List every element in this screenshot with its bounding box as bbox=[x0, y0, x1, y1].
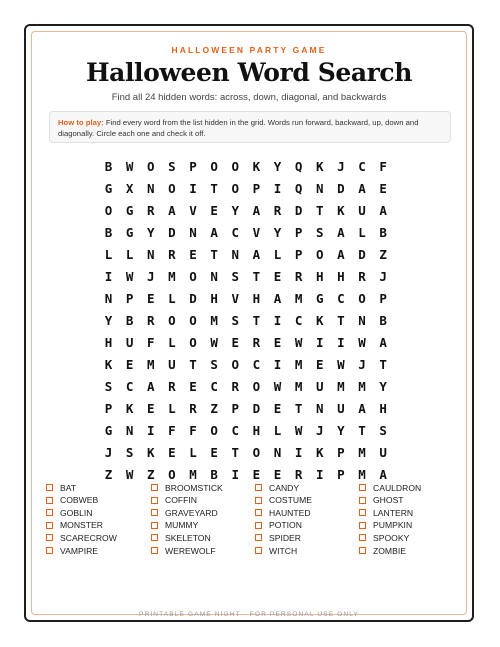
grid-cell[interactable]: L bbox=[168, 334, 176, 350]
grid-cell[interactable]: A bbox=[168, 202, 176, 218]
grid-cell[interactable]: I bbox=[294, 444, 303, 460]
grid-cell[interactable]: T bbox=[252, 268, 261, 284]
grid-cell[interactable]: L bbox=[104, 246, 113, 262]
word-list bbox=[46, 481, 456, 571]
word-label: CANDY bbox=[269, 482, 300, 493]
grid-cell[interactable]: I bbox=[316, 334, 324, 350]
word-list-item[interactable] bbox=[46, 481, 146, 494]
grid-cell[interactable]: N bbox=[189, 224, 197, 240]
grid-cell[interactable]: K bbox=[337, 202, 345, 218]
word-list-item[interactable] bbox=[151, 494, 251, 507]
word-list-item[interactable] bbox=[46, 531, 146, 544]
grid-cell[interactable]: C bbox=[231, 422, 240, 438]
grid-cell[interactable]: L bbox=[358, 224, 366, 240]
grid-cell[interactable]: U bbox=[379, 444, 387, 460]
grid-cell[interactable]: P bbox=[337, 466, 345, 482]
worksheet-frame bbox=[24, 24, 474, 622]
word-label: COSTUME bbox=[269, 495, 312, 506]
grid-cell[interactable]: I bbox=[104, 268, 113, 284]
grid-cell[interactable]: O bbox=[168, 466, 176, 482]
word-label: MONSTER bbox=[60, 520, 103, 531]
instructions-label: How to play: bbox=[58, 118, 104, 127]
grid-cell[interactable]: S bbox=[231, 268, 240, 284]
word-list-item[interactable] bbox=[46, 519, 146, 532]
grid-cell[interactable]: Z bbox=[379, 246, 387, 262]
grid-cell[interactable]: T bbox=[337, 312, 345, 328]
grid-cell[interactable]: S bbox=[210, 356, 218, 372]
checkbox-icon[interactable] bbox=[46, 522, 53, 529]
grid-cell[interactable]: O bbox=[316, 246, 324, 262]
grid-cell[interactable]: E bbox=[168, 444, 176, 460]
grid-cell[interactable]: W bbox=[358, 334, 366, 350]
grid-cell[interactable]: A bbox=[358, 180, 366, 196]
grid-cell[interactable]: R bbox=[231, 378, 240, 394]
checkbox-icon[interactable] bbox=[255, 522, 262, 529]
checkbox-icon[interactable] bbox=[255, 534, 262, 541]
word-list-item[interactable] bbox=[46, 494, 146, 507]
grid-cell[interactable]: R bbox=[273, 202, 282, 218]
grid-cell[interactable]: B bbox=[125, 312, 134, 328]
grid-cell[interactable]: S bbox=[168, 158, 176, 174]
grid-cell[interactable]: O bbox=[231, 158, 240, 174]
instructions-text: Find every word from the list hidden in the grid. Words run forward, backward, up, down and diagonally. Circle each one and check it off. bbox=[58, 118, 419, 138]
grid-cell[interactable]: W bbox=[125, 466, 134, 482]
grid-cell[interactable]: F bbox=[168, 422, 176, 438]
grid-cell[interactable]: J bbox=[104, 444, 113, 460]
grid-cell[interactable]: Y bbox=[379, 378, 387, 394]
grid-cell[interactable]: A bbox=[379, 334, 387, 350]
grid-cell[interactable]: J bbox=[379, 268, 387, 284]
grid-cell[interactable]: M bbox=[294, 290, 303, 306]
grid-cell[interactable]: J bbox=[316, 422, 324, 438]
grid-cell[interactable]: N bbox=[210, 268, 218, 284]
grid-cell[interactable]: A bbox=[379, 466, 387, 482]
grid-cell[interactable]: P bbox=[189, 158, 197, 174]
grid-cell[interactable]: S bbox=[125, 444, 134, 460]
word-list-item[interactable] bbox=[151, 519, 251, 532]
checkbox-icon[interactable] bbox=[46, 484, 53, 491]
grid-cell[interactable]: S bbox=[316, 224, 324, 240]
grid-cell[interactable]: A bbox=[147, 378, 155, 394]
grid-cell[interactable]: K bbox=[316, 312, 324, 328]
grid-cell[interactable]: U bbox=[316, 378, 324, 394]
grid-cell[interactable]: W bbox=[210, 334, 218, 350]
grid-cell[interactable]: J bbox=[337, 158, 345, 174]
word-label: ZOMBIE bbox=[373, 545, 406, 556]
grid-cell[interactable]: S bbox=[104, 378, 113, 394]
grid-cell[interactable]: L bbox=[273, 422, 282, 438]
checkbox-icon[interactable] bbox=[151, 522, 158, 529]
grid-cell[interactable]: U bbox=[358, 202, 366, 218]
grid-cell[interactable]: C bbox=[125, 378, 134, 394]
word-label: LANTERN bbox=[373, 507, 414, 518]
grid-cell[interactable]: R bbox=[252, 334, 261, 350]
grid-cell[interactable]: M bbox=[358, 378, 366, 394]
grid-cell[interactable]: Z bbox=[104, 466, 113, 482]
checkbox-icon[interactable] bbox=[359, 522, 366, 529]
word-label: SCARECROW bbox=[60, 532, 117, 543]
grid-cell[interactable]: A bbox=[379, 202, 387, 218]
checkbox-icon[interactable] bbox=[359, 547, 366, 554]
grid-cell[interactable]: X bbox=[125, 180, 134, 196]
grid-cell[interactable]: C bbox=[210, 378, 218, 394]
word-list-item[interactable] bbox=[359, 494, 459, 507]
checkbox-icon[interactable] bbox=[46, 534, 53, 541]
grid-cell[interactable]: T bbox=[379, 356, 387, 372]
word-label: SKELETON bbox=[165, 532, 211, 543]
grid-cell[interactable]: D bbox=[337, 180, 345, 196]
grid-cell[interactable]: M bbox=[147, 356, 155, 372]
grid-cell[interactable]: G bbox=[316, 290, 324, 306]
grid-cell[interactable]: J bbox=[147, 268, 155, 284]
grid-cell[interactable]: H bbox=[316, 268, 324, 284]
grid-cell[interactable]: Y bbox=[337, 422, 345, 438]
grid-cell[interactable]: A bbox=[210, 224, 218, 240]
grid-cell[interactable]: C bbox=[337, 290, 345, 306]
grid-cell[interactable]: K bbox=[125, 400, 134, 416]
grid-cell[interactable]: E bbox=[189, 378, 197, 394]
grid-cell[interactable]: L bbox=[168, 400, 176, 416]
grid-cell[interactable]: N bbox=[104, 290, 113, 306]
grid-cell[interactable]: R bbox=[294, 268, 303, 284]
word-label: HAUNTED bbox=[269, 507, 311, 518]
grid-cell[interactable]: W bbox=[125, 268, 134, 284]
grid-cell[interactable]: E bbox=[210, 444, 218, 460]
word-label: BROOMSTICK bbox=[165, 482, 223, 493]
grid-cell[interactable]: H bbox=[379, 400, 387, 416]
word-list-item[interactable] bbox=[151, 506, 251, 519]
instructions-box bbox=[49, 111, 451, 143]
word-label: GRAVEYARD bbox=[165, 507, 218, 518]
grid-cell[interactable]: Z bbox=[210, 400, 218, 416]
grid-cell[interactable]: O bbox=[168, 180, 176, 196]
grid-cell[interactable]: U bbox=[168, 356, 176, 372]
grid-cell[interactable]: H bbox=[210, 290, 218, 306]
grid-cell[interactable]: E bbox=[273, 466, 282, 482]
grid-cell[interactable]: N bbox=[125, 422, 134, 438]
grid-cell[interactable]: U bbox=[337, 400, 345, 416]
grid-cell[interactable]: B bbox=[104, 158, 113, 174]
grid-cell[interactable]: A bbox=[337, 224, 345, 240]
checkbox-icon[interactable] bbox=[151, 509, 158, 516]
grid-cell[interactable]: I bbox=[273, 356, 282, 372]
grid-cell[interactable]: F bbox=[379, 158, 387, 174]
grid-cell[interactable]: M bbox=[189, 466, 197, 482]
grid-cell[interactable]: V bbox=[252, 224, 261, 240]
grid-cell[interactable]: W bbox=[294, 334, 303, 350]
grid-cell[interactable]: E bbox=[231, 334, 240, 350]
grid-cell[interactable]: L bbox=[168, 290, 176, 306]
grid-cell[interactable]: T bbox=[189, 356, 197, 372]
grid-cell[interactable]: P bbox=[379, 290, 387, 306]
grid-cell[interactable]: W bbox=[273, 378, 282, 394]
checkbox-icon[interactable] bbox=[151, 497, 158, 504]
grid-cell[interactable]: R bbox=[358, 268, 366, 284]
grid-cell[interactable]: I bbox=[189, 180, 197, 196]
word-list-item[interactable] bbox=[255, 506, 355, 519]
grid-cell[interactable]: H bbox=[337, 268, 345, 284]
grid-cell[interactable]: P bbox=[294, 224, 303, 240]
word-label: MUMMY bbox=[165, 520, 199, 531]
word-list-item[interactable] bbox=[151, 544, 251, 557]
grid-cell[interactable]: Q bbox=[294, 158, 303, 174]
grid-cell[interactable]: M bbox=[294, 378, 303, 394]
grid-cell[interactable]: N bbox=[273, 444, 282, 460]
grid-cell[interactable]: O bbox=[104, 202, 113, 218]
grid-cell[interactable]: O bbox=[189, 268, 197, 284]
grid-cell[interactable]: L bbox=[273, 246, 282, 262]
grid-cell[interactable]: Z bbox=[147, 466, 155, 482]
grid-cell[interactable]: N bbox=[231, 246, 240, 262]
grid-cell[interactable]: L bbox=[125, 246, 134, 262]
word-label: CAULDRON bbox=[373, 482, 422, 493]
word-list-item[interactable] bbox=[46, 544, 146, 557]
grid-cell[interactable]: D bbox=[358, 246, 366, 262]
grid-cell[interactable]: O bbox=[210, 422, 218, 438]
grid-cell[interactable]: W bbox=[125, 158, 134, 174]
grid-cell[interactable]: A bbox=[358, 400, 366, 416]
word-list-item[interactable] bbox=[255, 531, 355, 544]
grid-cell[interactable]: E bbox=[252, 466, 261, 482]
grid-cell[interactable]: H bbox=[104, 334, 113, 350]
word-label: WITCH bbox=[269, 545, 298, 556]
grid-cell[interactable]: I bbox=[273, 312, 282, 328]
grid-cell[interactable]: I bbox=[147, 422, 155, 438]
grid-cell[interactable]: N bbox=[316, 180, 324, 196]
grid-cell[interactable]: V bbox=[189, 202, 197, 218]
word-list-item[interactable] bbox=[359, 506, 459, 519]
checkbox-icon[interactable] bbox=[255, 484, 262, 491]
grid-cell[interactable]: T bbox=[210, 180, 218, 196]
grid-cell[interactable]: Y bbox=[231, 202, 240, 218]
checkbox-icon[interactable] bbox=[151, 534, 158, 541]
grid-cell[interactable]: W bbox=[337, 356, 345, 372]
checkbox-icon[interactable] bbox=[151, 484, 158, 491]
grid-cell[interactable]: E bbox=[273, 334, 282, 350]
grid-cell[interactable]: R bbox=[189, 400, 197, 416]
grid-cell[interactable]: M bbox=[358, 466, 366, 482]
checkbox-icon[interactable] bbox=[255, 509, 262, 516]
checkbox-icon[interactable] bbox=[359, 509, 366, 516]
word-list-item[interactable] bbox=[359, 519, 459, 532]
word-list-item[interactable] bbox=[255, 519, 355, 532]
grid-cell[interactable]: P bbox=[294, 246, 303, 262]
grid-cell[interactable]: P bbox=[337, 444, 345, 460]
grid-cell[interactable]: F bbox=[189, 422, 197, 438]
grid-cell[interactable]: C bbox=[294, 312, 303, 328]
grid-cell[interactable]: A bbox=[337, 246, 345, 262]
checkbox-icon[interactable] bbox=[255, 547, 262, 554]
grid-cell[interactable]: E bbox=[147, 290, 155, 306]
grid-cell[interactable]: O bbox=[231, 356, 240, 372]
grid-cell[interactable]: M bbox=[210, 312, 218, 328]
checkbox-icon[interactable] bbox=[255, 497, 262, 504]
grid-cell[interactable]: O bbox=[189, 312, 197, 328]
grid-cell[interactable]: G bbox=[104, 180, 113, 196]
grid-cell[interactable]: J bbox=[358, 356, 366, 372]
word-label: POTION bbox=[269, 520, 302, 531]
grid-cell[interactable]: C bbox=[252, 356, 261, 372]
page-footer: PRINTABLE GAME NIGHT · FOR PERSONAL USE ONLY bbox=[139, 611, 359, 618]
grid-cell[interactable]: Y bbox=[273, 224, 282, 240]
word-label: BAT bbox=[60, 482, 77, 493]
word-list-item[interactable] bbox=[151, 481, 251, 494]
page-kicker: HALLOWEEN PARTY GAME bbox=[171, 45, 327, 55]
grid-cell[interactable]: O bbox=[231, 180, 240, 196]
checkbox-icon[interactable] bbox=[359, 534, 366, 541]
grid-cell[interactable]: H bbox=[252, 290, 261, 306]
checkbox-icon[interactable] bbox=[46, 497, 53, 504]
word-list-item[interactable] bbox=[255, 481, 355, 494]
grid-cell[interactable]: T bbox=[231, 444, 240, 460]
grid-cell[interactable]: T bbox=[210, 246, 218, 262]
checkbox-icon[interactable] bbox=[151, 547, 158, 554]
grid-cell[interactable]: O bbox=[168, 312, 176, 328]
grid-cell[interactable]: M bbox=[168, 268, 176, 284]
word-list-item[interactable] bbox=[151, 531, 251, 544]
grid-cell[interactable]: R bbox=[294, 466, 303, 482]
grid-cell[interactable]: E bbox=[316, 356, 324, 372]
grid-cell[interactable]: R bbox=[168, 378, 176, 394]
grid-cell[interactable]: E bbox=[189, 246, 197, 262]
grid-cell[interactable]: O bbox=[252, 444, 261, 460]
grid-cell[interactable]: V bbox=[231, 290, 240, 306]
grid-cell[interactable]: B bbox=[210, 466, 218, 482]
grid-cell[interactable]: P bbox=[231, 400, 240, 416]
page-subtitle: Find all 24 hidden words: across, down, diagonal, and backwards bbox=[111, 92, 387, 103]
word-label: PUMPKIN bbox=[373, 520, 413, 531]
grid-cell[interactable]: E bbox=[125, 356, 134, 372]
grid-cell[interactable]: H bbox=[252, 422, 261, 438]
grid-cell[interactable]: O bbox=[147, 158, 155, 174]
grid-cell[interactable]: M bbox=[337, 378, 345, 394]
word-label: GHOST bbox=[373, 495, 404, 506]
grid-cell[interactable]: O bbox=[358, 290, 366, 306]
grid-cell[interactable]: T bbox=[294, 400, 303, 416]
grid-cell[interactable]: O bbox=[189, 334, 197, 350]
word-label: WEREWOLF bbox=[165, 545, 216, 556]
grid-cell[interactable]: T bbox=[358, 422, 366, 438]
word-list-item[interactable] bbox=[359, 481, 459, 494]
grid-cell[interactable]: N bbox=[147, 180, 155, 196]
grid-cell[interactable]: W bbox=[294, 422, 303, 438]
grid-cell[interactable]: N bbox=[358, 312, 366, 328]
grid-cell[interactable]: N bbox=[316, 400, 324, 416]
word-label: GOBLIN bbox=[60, 507, 93, 518]
grid-cell[interactable]: I bbox=[231, 466, 240, 482]
grid-cell[interactable]: G bbox=[104, 422, 113, 438]
grid-cell[interactable]: G bbox=[125, 224, 134, 240]
grid-cell[interactable]: K bbox=[252, 158, 261, 174]
grid-cell[interactable]: A bbox=[252, 246, 261, 262]
grid-cell[interactable]: L bbox=[189, 444, 197, 460]
checkbox-icon[interactable] bbox=[359, 497, 366, 504]
grid-cell[interactable]: D bbox=[168, 224, 176, 240]
word-list-item[interactable] bbox=[255, 494, 355, 507]
word-label: SPOOKY bbox=[373, 532, 410, 543]
grid-cell[interactable]: C bbox=[358, 158, 366, 174]
grid-cell[interactable]: A bbox=[273, 290, 282, 306]
grid-cell[interactable]: E bbox=[147, 400, 155, 416]
grid-cell[interactable]: K bbox=[147, 444, 155, 460]
grid-cell[interactable]: I bbox=[273, 180, 282, 196]
grid-cell[interactable]: K bbox=[316, 158, 324, 174]
grid-cell[interactable]: K bbox=[104, 356, 113, 372]
page-title: Halloween Word Search bbox=[85, 58, 413, 87]
grid-cell[interactable]: Q bbox=[294, 180, 303, 196]
grid-cell[interactable]: D bbox=[252, 400, 261, 416]
checkbox-icon[interactable] bbox=[46, 547, 53, 554]
word-list-item[interactable] bbox=[359, 531, 459, 544]
grid-cell[interactable]: T bbox=[316, 202, 324, 218]
grid-cell[interactable]: F bbox=[147, 334, 155, 350]
word-label: VAMPIRE bbox=[60, 545, 99, 556]
checkbox-icon[interactable] bbox=[359, 484, 366, 491]
grid-cell[interactable]: O bbox=[252, 378, 261, 394]
grid-cell[interactable]: I bbox=[337, 334, 345, 350]
grid-cell[interactable]: R bbox=[147, 202, 155, 218]
grid-cell[interactable]: B bbox=[379, 312, 387, 328]
grid-cell[interactable]: D bbox=[294, 202, 303, 218]
grid-cell[interactable]: E bbox=[379, 180, 387, 196]
word-list-item[interactable] bbox=[255, 544, 355, 557]
grid-cell[interactable]: S bbox=[231, 312, 240, 328]
grid-cell[interactable]: K bbox=[316, 444, 324, 460]
grid-cell[interactable]: U bbox=[125, 334, 134, 350]
grid-cell[interactable]: P bbox=[125, 290, 134, 306]
grid-cell[interactable]: C bbox=[231, 224, 240, 240]
grid-cell[interactable]: S bbox=[379, 422, 387, 438]
grid-cell[interactable]: D bbox=[189, 290, 197, 306]
grid-cell[interactable]: I bbox=[316, 466, 324, 482]
grid-cell[interactable]: E bbox=[210, 202, 218, 218]
word-list-item[interactable] bbox=[359, 544, 459, 557]
grid-cell[interactable]: P bbox=[104, 400, 113, 416]
grid-cell[interactable]: B bbox=[379, 224, 387, 240]
grid-cell[interactable]: Y bbox=[273, 158, 282, 174]
letter-grid[interactable] bbox=[98, 155, 394, 482]
word-label: COBWEB bbox=[60, 495, 99, 506]
grid-cell[interactable]: M bbox=[294, 356, 303, 372]
word-label: COFFIN bbox=[165, 495, 197, 506]
grid-cell[interactable]: R bbox=[168, 246, 176, 262]
checkbox-icon[interactable] bbox=[46, 509, 53, 516]
grid-cell[interactable]: Y bbox=[104, 312, 113, 328]
grid-cell[interactable]: R bbox=[147, 312, 155, 328]
word-label: SPIDER bbox=[269, 532, 301, 543]
grid-cell[interactable]: E bbox=[273, 400, 282, 416]
grid-cell[interactable]: P bbox=[252, 180, 261, 196]
grid-cell[interactable]: Y bbox=[147, 224, 155, 240]
grid-cell[interactable]: T bbox=[252, 312, 261, 328]
grid-cell[interactable]: M bbox=[358, 444, 366, 460]
grid-cell[interactable]: B bbox=[104, 224, 113, 240]
grid-cell[interactable]: G bbox=[125, 202, 134, 218]
grid-cell[interactable]: O bbox=[210, 158, 218, 174]
grid-cell[interactable]: A bbox=[252, 202, 261, 218]
word-list-item[interactable] bbox=[46, 506, 146, 519]
grid-cell[interactable]: N bbox=[147, 246, 155, 262]
grid-cell[interactable]: E bbox=[273, 268, 282, 284]
